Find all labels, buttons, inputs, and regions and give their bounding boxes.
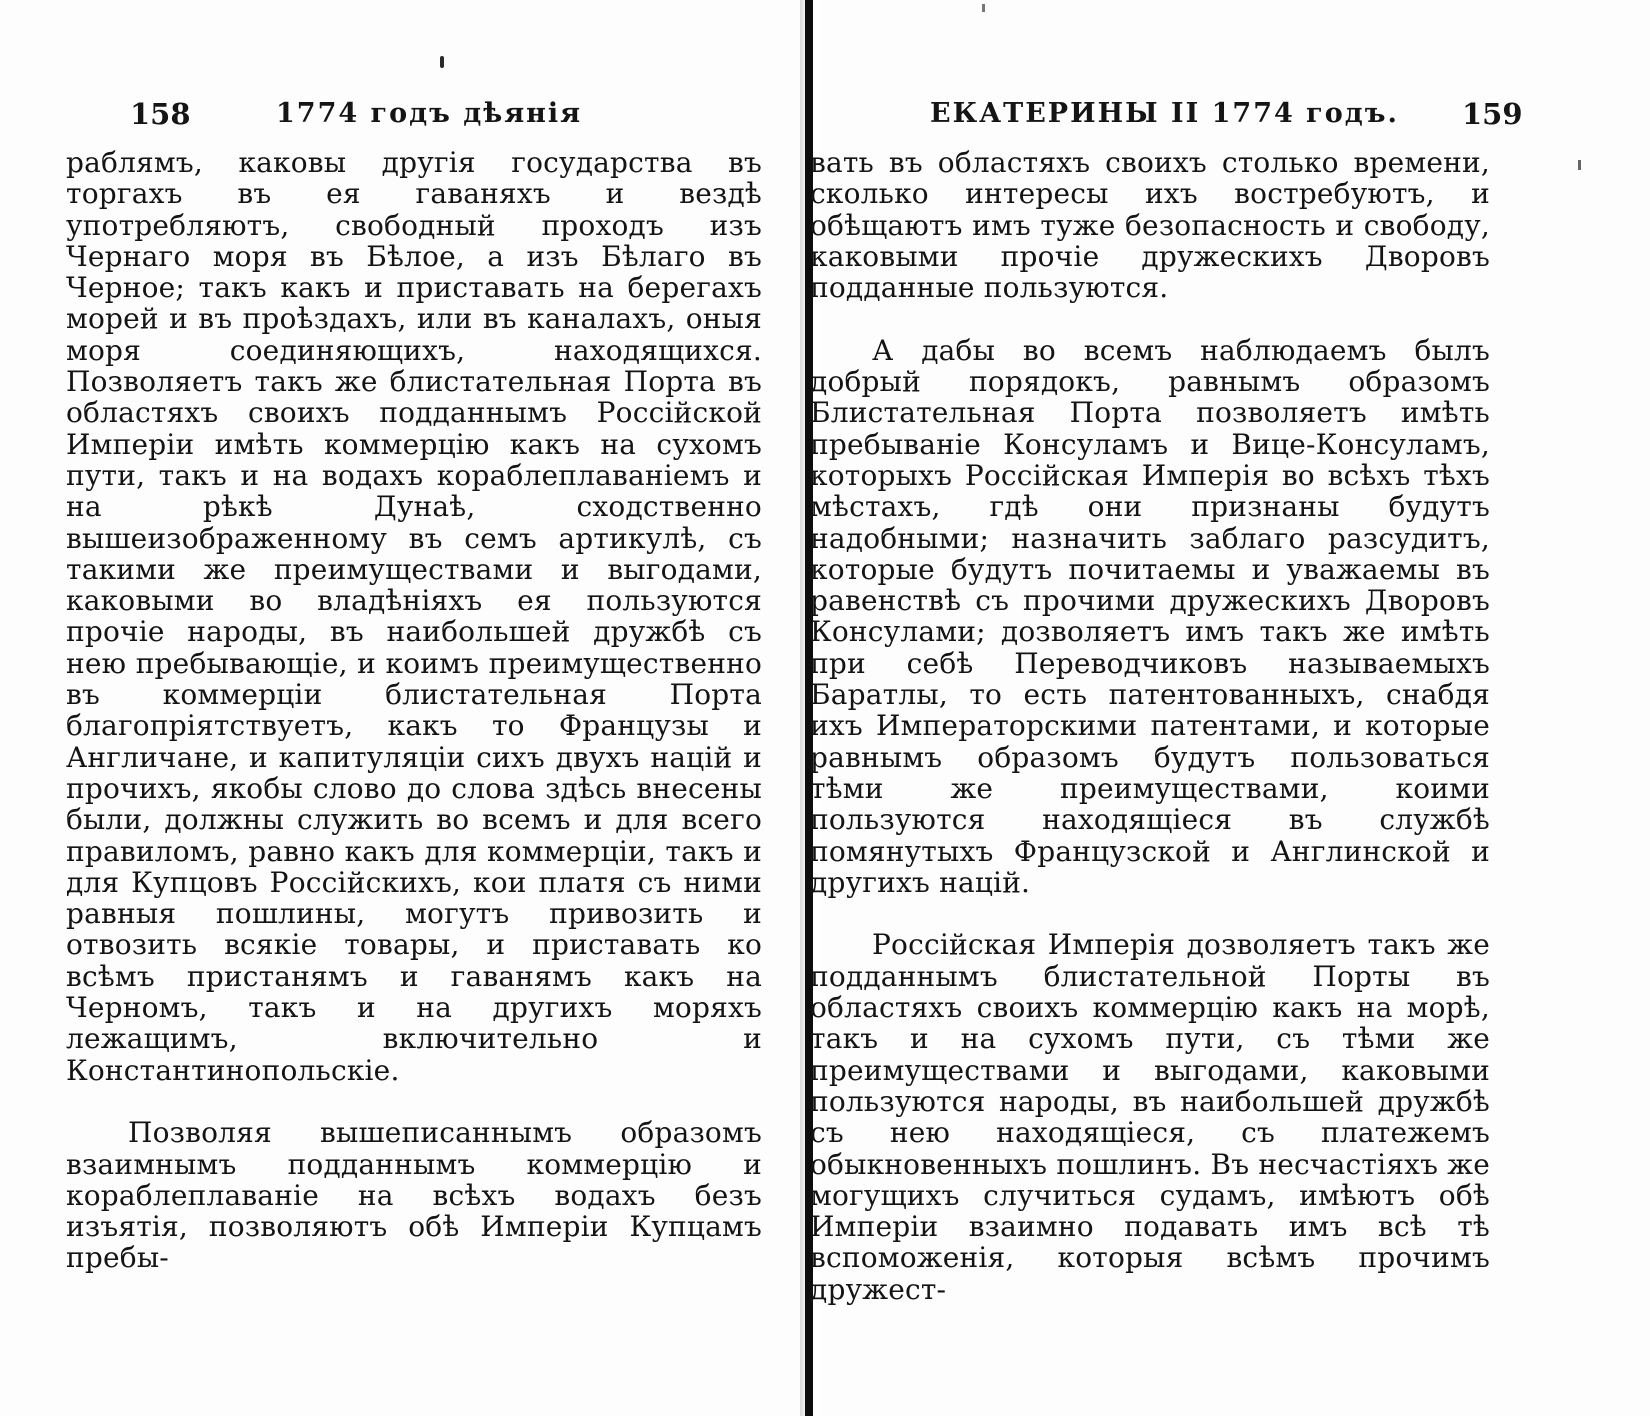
left-page-number: 158 [130, 97, 191, 131]
ink-speck-mark [982, 4, 985, 12]
right-paragraph-2: А дабы во всемъ наблюдаемъ былъ добрый порядокъ, равнымъ образомъ Блистательная Порта позволяетъ имѣть пребываніе Консуламъ и Вице-Консуламъ, которыхъ Россійская Имперія во всѣхъ тѣхъ мѣстахъ, гдѣ они признаны будутъ надобными; назначить заблаго разсудитъ, которые будутъ почитаемы и уважаемы въ равенствѣ съ прочими дружескихъ Дворовъ Консулами; дозволяетъ имъ такъ же имѣть при себѣ Переводчиковъ называемыхъ Баратлы, то есть патентованныхъ, снабдя ихъ Императорскими патентами, и которые равнымъ образомъ будутъ пользоваться тѣми же преимуществами, коими пользуются находящіеся въ службѣ помянутыхъ Французской и Англинской и другихъ націй. [810, 333, 1490, 899]
right-page-number: 159 [1462, 97, 1523, 131]
left-running-head: 1774 годъ дѣянія [276, 98, 583, 129]
right-text-block [810, 147, 1490, 1305]
right-paragraph-1: вать въ областяхъ своихъ столько времени, сколько интересы ихъ востребуютъ, и обѣщаютъ имъ туже безопасность и свободу, каковыми прочіе дружескихъ Дворовъ подданные пользуются. [810, 146, 1490, 305]
right-paragraph-3: Россійская Имперія дозволяетъ такъ же подданнымъ блистательной Порты въ областяхъ своихъ коммерцію какъ на морѣ, такъ и на сухомъ пути, съ тѣми же преимуществами и выгодами, каковыми пользуются народы, въ наибольшей дружбѣ съ нею находящіеся, съ платежемъ обыкновенныхъ пошлинъ. Въ несчастіяхъ же могущихъ случиться судамъ, имѣютъ обѣ Имперіи взаимно подавать имъ всѣ тѣ вспоможенія, которыя всѣмъ прочимъ дружест- [810, 928, 1490, 1306]
ink-speck-mark [1578, 160, 1581, 170]
left-text-block [66, 147, 762, 1274]
left-page [0, 0, 800, 1416]
ink-speck-mark [440, 56, 444, 68]
right-page [810, 0, 1650, 1416]
right-running-head: ЕКАТЕРИНЫ II 1774 годъ. [930, 98, 1399, 129]
left-paragraph-1: раблямъ, каковы другія государства въ торгахъ въ ея гаваняхъ и вездѣ употребляютъ, свободный проходъ изъ Чернаго моря въ Бѣлое, а изъ Бѣлаго въ Черное; такъ какъ и приставать на берегахъ морей и въ проѣздахъ, или въ каналахъ, оныя моря соединяющихъ, находящихся. Позволяетъ такъ же блистательная Порта въ областяхъ своихъ подданнымъ Россійской Имперіи имѣть коммерцію какъ на сухомъ пути, такъ и на водахъ кораблеплаваніемъ и на рѣкѣ Дунаѣ, сходственно вышеизображенному въ семъ артикулѣ, съ такими же преимуществами и выгодами, каковыми во владѣніяхъ ея пользуются прочіе народы, въ наибольшей дружбѣ съ нею пребывающіе, и коимъ преимущественно въ коммерціи блистательная Порта благопріятствуетъ, какъ то Французы и Англичане, и капитуляціи сихъ двухъ націй и прочихъ, якобы слово до слова здѣсь внесены были, должны служить во всемъ и для всего правиломъ, равно какъ для коммерціи, такъ и для Купцовъ Россійскихъ, кои платя съ ними равныя пошлины, могутъ привозить и отвозить всякіе товары, и приставать ко всѣмъ пристанямъ и гаванямъ какъ на Черномъ, такъ и на другихъ моряхъ лежащимъ, включительно и Константинопольскіе. [66, 146, 762, 1087]
left-paragraph-2: Позволяя вышеписаннымъ образомъ взаимнымъ подданнымъ коммерцію и кораблеплаваніе на всѣхъ водахъ безъ изъятія, позволяютъ обѣ Имперіи Купцамъ пребы- [66, 1116, 762, 1275]
